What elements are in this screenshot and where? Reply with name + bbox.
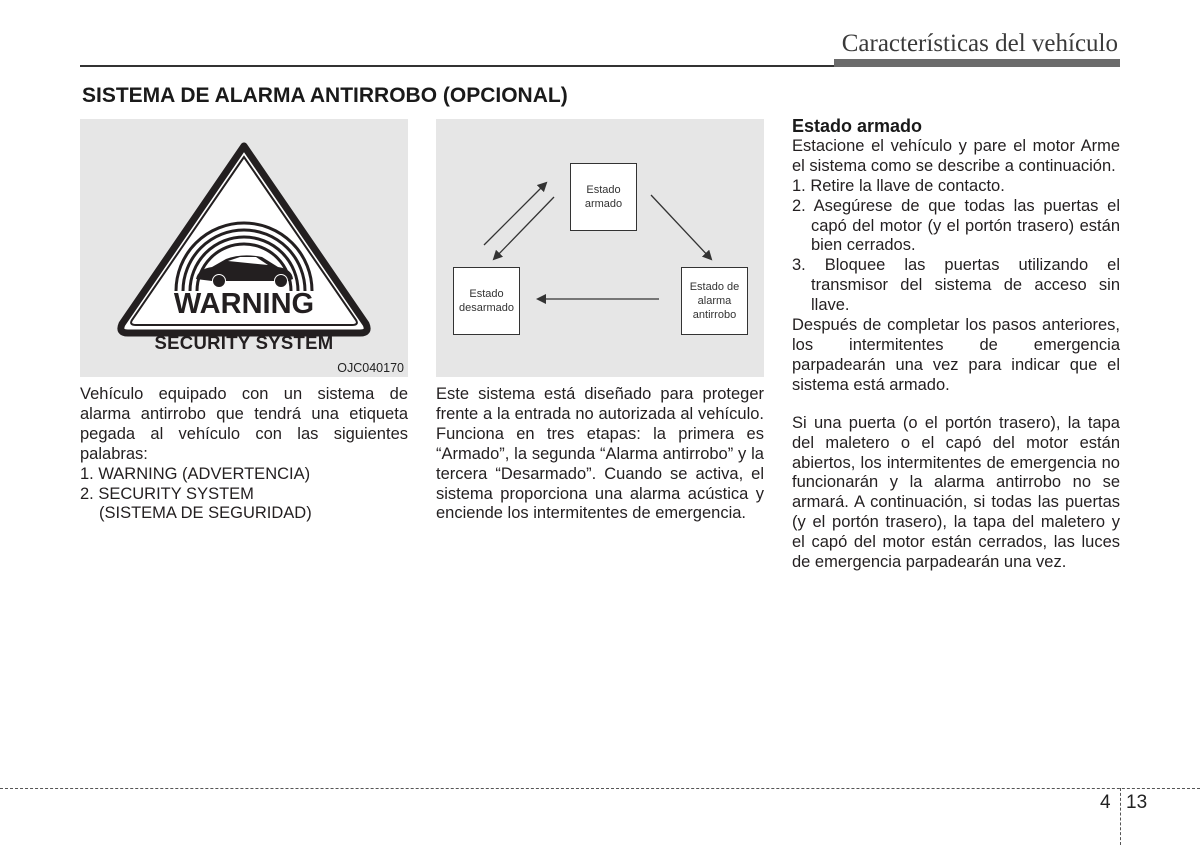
armed-state-intro: Estacione el vehículo y pare el motor Arme el sistema como se describe a continuación.: [792, 136, 1120, 175]
step-item: 3. Bloquee las puertas utilizando el transmisor del sistema de acceso sin llave.: [792, 256, 1120, 315]
armed-state-heading: Estado armado: [792, 116, 923, 136]
page-number: 13: [1126, 792, 1148, 813]
step-item: 2. Asegúrese de que todas las puertas el capó del motor (y el portón trasero) están bien cerrados.: [792, 196, 1120, 255]
node-estado-alarma-antirrobo: Estado de alarma antirrobo: [681, 267, 748, 335]
header-rule-accent: [834, 59, 1120, 67]
warning-label-figure: [80, 119, 408, 377]
arrow-armado-to-desarmado: [494, 197, 554, 259]
node-estado-desarmado: Estado desarmado: [453, 267, 520, 335]
running-header: Características del vehículo: [841, 30, 1118, 57]
step-item: 1. Retire la llave de contacto.: [792, 176, 1005, 195]
list-item-continuation: (SISTEMA DE SEGURIDAD): [99, 504, 312, 523]
footer-dashed-rule: [0, 788, 1200, 789]
open-door-note: Si una puerta (o el portón trasero), la tapa del maletero o el capó del motor están abiertos, los intermitentes de emergencia no funcionarán y la alarma antirrobo no se armará. A continuación, si todas las puertas (y el portón trasero), la tapa del maletero y el capó del motor están cerrados, las luces de emergencia parpadearán una vez.: [792, 413, 1120, 572]
header-rule: [80, 65, 836, 67]
node-estado-armado: Estado armado: [570, 163, 637, 231]
figure-caption: OJC040170: [337, 361, 404, 375]
after-steps-text: Después de completar los pasos anteriores, los intermitentes de emergencia parpadearán una vez para indicar que el sistema está armado.: [792, 316, 1120, 394]
security-system-text: SECURITY SYSTEM: [154, 332, 334, 353]
diagram-arrows: [436, 119, 764, 377]
arrow-armado-to-alarma: [651, 195, 711, 259]
list-item: 1. WARNING (ADVERTENCIA): [80, 464, 311, 483]
system-description: Este sistema está diseñado para proteger frente a la entrada no autorizada al vehículo. Funciona en tres etapas: la primera es “Armado”, la segunda “Alarma antirrobo” y la tercera “Desarmado”. Cuando se activa, el sistema proporciona una alarma acústica y enciende los intermitentes de emergencia.: [436, 385, 764, 523]
state-diagram: [436, 119, 764, 377]
column-2: [436, 385, 764, 524]
chapter-number: 4: [1100, 792, 1111, 813]
list-item: 2. SECURITY SYSTEM: [80, 484, 254, 503]
column-1: [80, 385, 408, 524]
column-3: [792, 117, 1120, 573]
label-description: Vehículo equipado con un sistema de alarma antirrobo que tendrá una etiqueta pegada al vehículo con las siguientes palabras:: [80, 385, 408, 463]
warning-text: WARNING: [173, 288, 315, 320]
footer-page-divider: [1120, 788, 1121, 845]
section-title: SISTEMA DE ALARMA ANTIRROBO (OPCIONAL): [82, 84, 568, 107]
